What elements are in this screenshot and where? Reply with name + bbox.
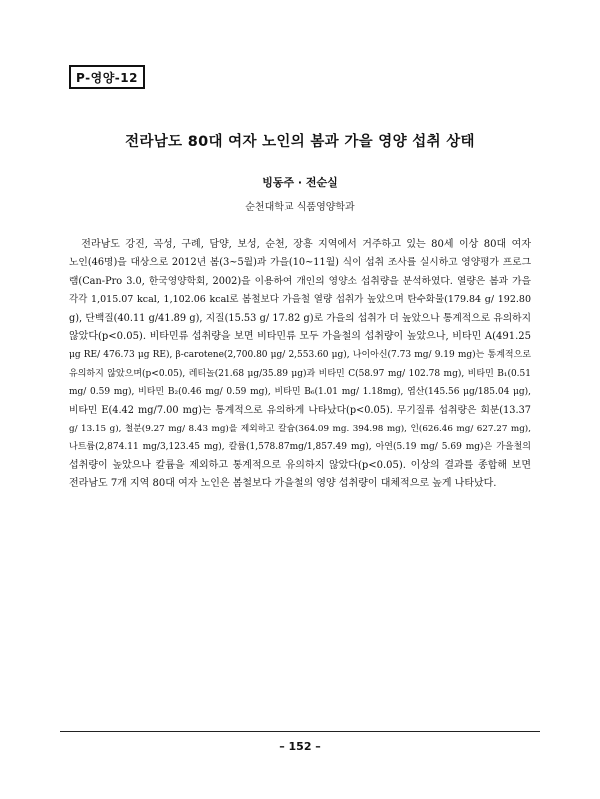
abstract-line: g), 단백질(40.11 g/41.89 g), 지질(15.53 g/ 17.82 g)로 가을의 섭취가 더 높았으나 통계적으로 유의하지: [69, 312, 531, 324]
abstract-line: 유의하지 않았으며(p<0.05), 레티놀(21.68 μg/35.89 μg)과 비타민 C(58.97 mg/ 102.78 mg), 비타민 B₁(0.51: [69, 368, 531, 379]
abstract-line: 않았다(p<0.05). 비타민류 섭취량을 보면 비타민류 모두 가을철의 섭취량이 높았으나, 비타민 A(491.25: [69, 331, 531, 343]
affiliation: 순천대학교 식품영양학과: [245, 202, 355, 213]
abstract-line: 램(Can-Pro 3.0, 한국영양학회, 2002)을 이용하여 개인의 영양소 섭취량을 분석하였다. 열량은 봄과 가을: [69, 275, 531, 287]
footer-divider: [60, 731, 540, 732]
abstract-line: mg/ 0.59 mg), 비타민 B₂(0.46 mg/ 0.59 mg), 비타민 B₆(1.01 mg/ 1.18mg), 엽산(145.56 μg/185.04 μg),: [69, 387, 531, 398]
abstract-line: g/ 13.15 g), 철분(9.27 mg/ 8.43 mg)을 제외하고 칼슘(364.09 mg. 394.98 mg), 인(626.46 mg/ 627.27 mg),: [69, 424, 531, 435]
abstract-line: μg RE/ 476.73 μg RE), β-carotene(2,700.80 μg/ 2,553.60 μg), 나이아신(7.73 mg/ 9.19 mg)는 통계적으로: [69, 350, 531, 361]
session-code: P-영양-12: [76, 70, 138, 85]
paper-title: 전라남도 80대 여자 노인의 봄과 가을 영양 섭취 상태: [125, 134, 475, 150]
abstract-line: 각각 1,015.07 kcal, 1,102.06 kcal로 봄철보다 가을철 열량 섭취가 높았으며 탄수화물(179.84 g/ 192.80: [69, 294, 531, 306]
session-code-box: [69, 65, 145, 89]
abstract-line: 전라남도 강진, 곡성, 구례, 담양, 보성, 순천, 장흥 지역에서 거주하고 있는 80세 이상 80대 여자: [69, 239, 531, 250]
abstract-line: 나트륨(2,874.11 mg/3,123.45 mg), 칼륨(1,578.87mg/1,857.49 mg), 아연(5.19 mg/ 5.69 mg)은 가을철의: [69, 442, 531, 453]
abstract-line: 섭취량이 높았으나 칼륨을 제외하고 통계적으로 유의하지 않았다(p<0.05). 이상의 결과를 종합해 보면: [69, 459, 531, 471]
authors: 빙동주 · 전순실: [262, 176, 338, 189]
abstract-line: 비타민 E(4.42 mg/7.00 mg)는 통계적으로 유의하게 나타났다(p<0.05). 무기질류 섭취량은 회분(13.37: [69, 404, 531, 416]
abstract-line: 노인(46명)을 대상으로 2012년 봄(3~5월)과 가을(10~11월) 식이 섭취 조사를 실시하고 영양평가 프로그: [69, 257, 531, 269]
abstract-line: 전라남도 7개 지역 80대 여자 노인은 봄철보다 가을철의 영양 섭취량이 대체적으로 높게 나타났다.: [69, 478, 497, 490]
page-number: – 152 –: [279, 740, 321, 753]
abstract-body: [69, 236, 531, 494]
